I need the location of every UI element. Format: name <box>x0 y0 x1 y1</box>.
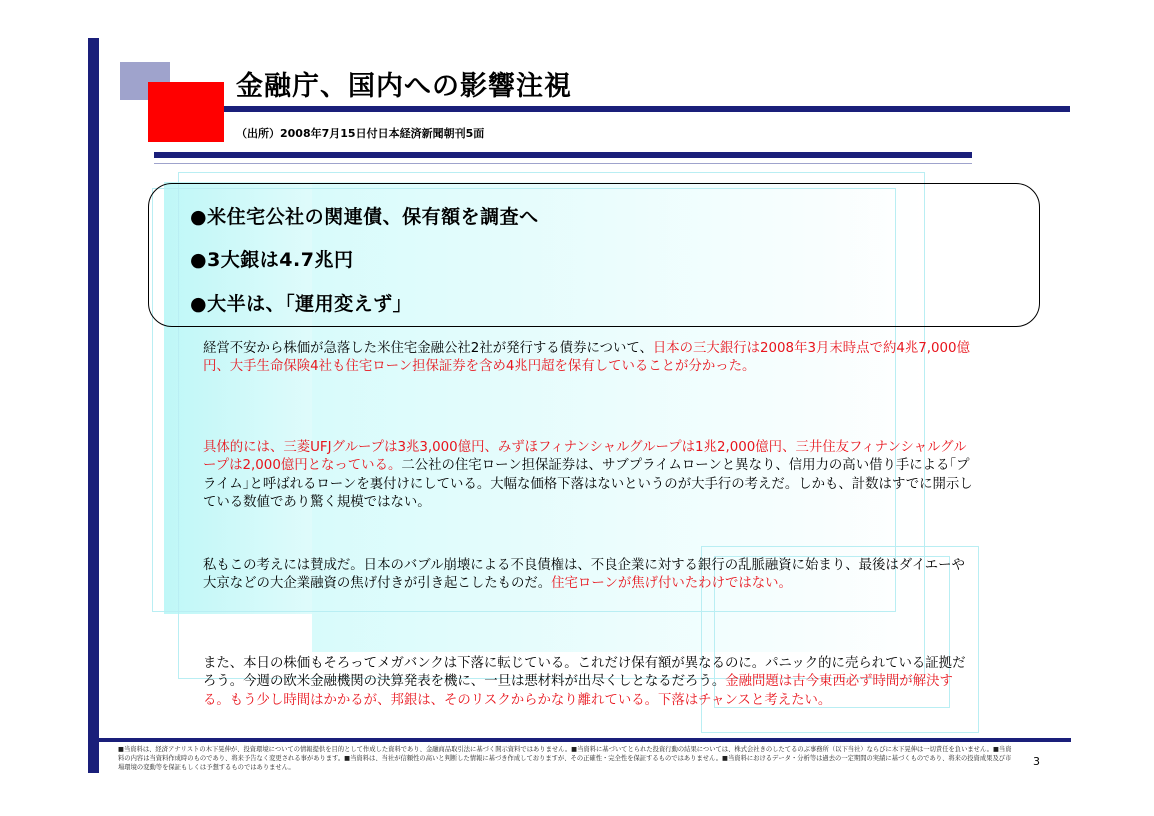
paragraph-text: また、本日の株価もそろってメガバンクは下落に転じている。これだけ保有額が異なるのに。パニック的に売られている証拠だろう。今週の欧米金融機関の決算発表を機に、一旦は悪材料が出尽くしとなるだろう。 <box>203 656 966 690</box>
left-accent-bar <box>88 38 99 773</box>
paragraph-highlight: 金融問題は古今東西必ず時間が解決する。もう少し時間はかかるが、邦銀は、そのリスクからかなり離れている。下落はチャンスと考えたい。 <box>203 674 953 708</box>
page-number: 3 <box>1033 755 1040 768</box>
paragraph-text: 経営不安から株価が急落した米住宅金融公社2社が発行する債券について、 <box>203 341 653 356</box>
paragraph-text: 私もこの考えには賛成だ。日本のバブル崩壊による不良債権は、不良企業に対する銀行の乱脈融資に始まり、最後はダイエーや大京などの大企業融資の焦げ付きが引き起こしたものだ。 <box>203 558 965 592</box>
title-underline <box>224 106 1070 112</box>
summary-bullet-1: ●米住宅公社の関連債、保有額を調査へ <box>190 206 539 228</box>
title-decor-red-square <box>148 82 224 142</box>
source-citation: （出所）2008年7月15日付日本経済新聞朝刊5面 <box>236 127 485 140</box>
header-divider-thin <box>154 163 972 164</box>
summary-bullet-3: ●大半は、「運用変えず」 <box>190 293 413 315</box>
paragraph-highlight: 住宅ローンが焦げ付いたわけではない。 <box>551 576 792 592</box>
footer-disclaimer: ■当資料は、経済アナリストの木下晃伸が、投資環境についての情報提供を目的として作成した資料であり、金融商品取引法に基づく開示資料ではありません。■当資料に基づいてとられた投資行動の結果については、株式会社きのしたてるのぶ事務所（以下当社）ならびに木下晃伸は一切責任を負いません。■当資料の内容は当資料作成時のものであり、将来予告なく変更される事があります。■当資料は、当社が信頼性の高いと判断した情報に基づき作成しておりますが、その正確性・完全性を保証するものではありません。■当資料におけるデータ・分析等は過去の一定期間の実績に基づくものであり、将来の投資成果及び市場環境の変動等を保証もしくは予想するものではありません。 <box>118 746 1012 772</box>
footer-divider <box>99 738 1071 742</box>
body-paragraph-2 <box>203 439 973 513</box>
paragraph-highlight: 日本の三大銀行は2008年3月末時点で約4兆7,000億円、大手生命保険4社も住宅ローン担保証券を含め4兆円超を保有していることが分かった。 <box>203 341 970 375</box>
summary-bullet-2: ●3大銀は4.7兆円 <box>190 249 354 271</box>
body-paragraph-3 <box>203 557 973 594</box>
paragraph-text: 二公社の住宅ローン担保証券は、サブプライムローンと異なり、信用力の高い借り手による｢プライム｣と呼ばれるローンを裏付けにしている。大幅な価格下落はないというのが大手行の考えだ。しかも、計数はすでに開示している数値であり驚く規模ではない。 <box>203 458 973 511</box>
body-paragraph-1 <box>203 340 973 377</box>
paragraph-highlight: 具体的には、三菱UFJグループは3兆3,000億円、みずほフィナンシャルグループは1兆2,000億円、三井住友フィナンシャルグループは2,000億円となっている。 <box>203 440 967 474</box>
slide-title: 金融庁、国内への影響注視 <box>236 71 572 102</box>
header-divider <box>154 152 972 158</box>
body-paragraph-4 <box>203 655 973 710</box>
